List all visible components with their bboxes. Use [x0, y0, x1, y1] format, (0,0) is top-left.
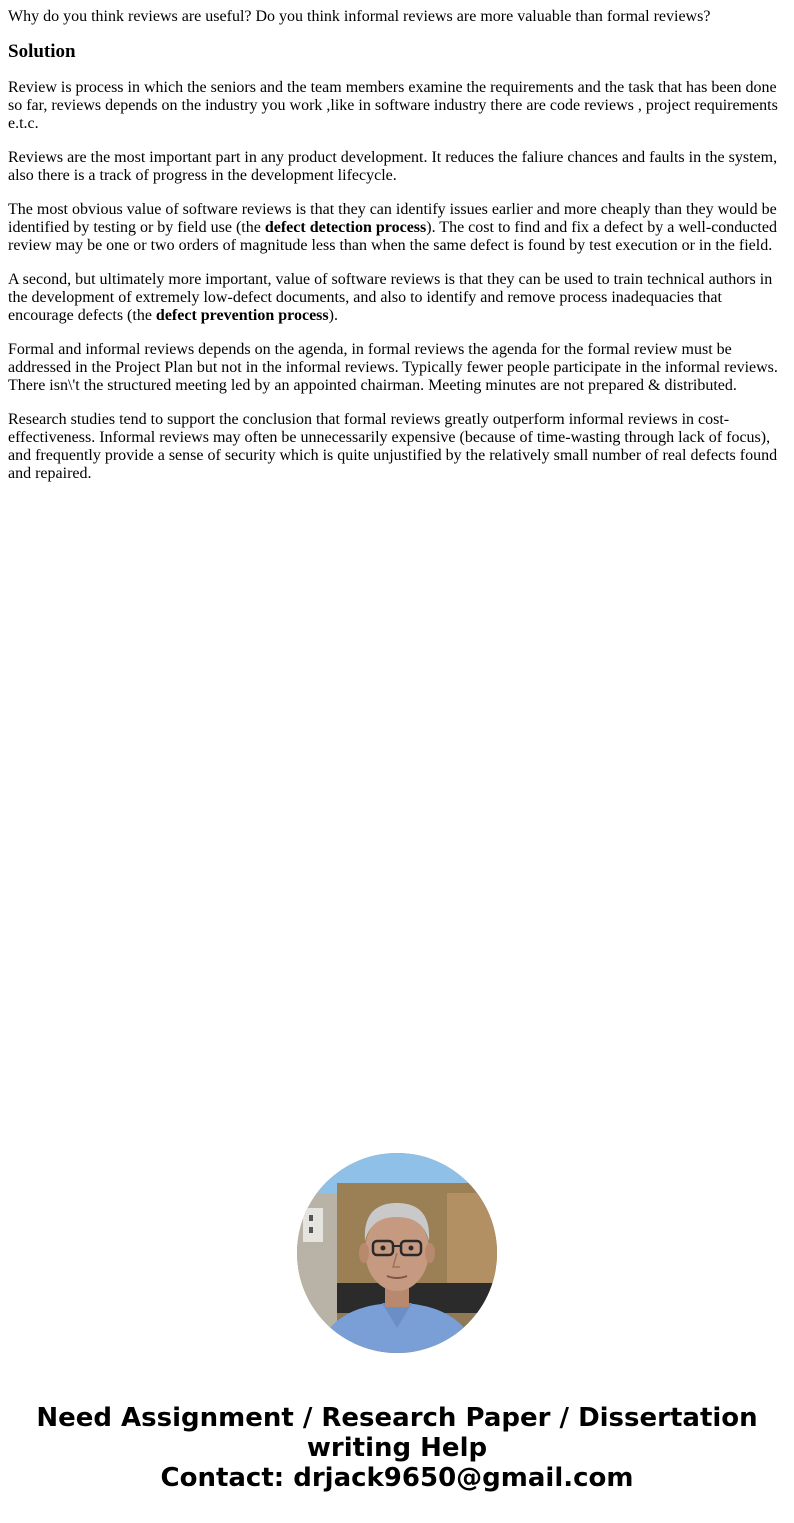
- defect-prevention-term: defect prevention process: [155, 307, 329, 324]
- solution-paragraph-2: Reviews are the most important part in any product development. It reduces the faliure chances and faults in the system, also there is a track of progress in the development lifecycle.: [8, 149, 778, 184]
- promo-banner: [0, 1403, 794, 1493]
- document-body: [8, 8, 786, 499]
- promo-line-1: Need Assignment / Research Paper / Dissertation: [36, 1403, 758, 1433]
- paragraph-3-text-end: ). The cost to find and fix a defect by a well-conducted review may be one or two orders of magnitude less than when the same defect is found by test execution or in the field.: [8, 219, 777, 254]
- paragraph-4-text-start: A second, but ultimately more important, value of software reviews is that they can be used to train technical authors in the development of extremely low-defect documents, and also to identify and remove process inadequacies that encourage defects (the: [8, 271, 773, 324]
- paragraph-4-text-end: ).: [328, 307, 338, 324]
- solution-heading: Solution: [8, 41, 76, 62]
- promo-line-2: writing Help: [306, 1433, 488, 1463]
- paragraph-3-text-start: The most obvious value of software reviews is that they can identify issues earlier and more cheaply than they would be identified by testing or by field use (the: [8, 201, 777, 236]
- defect-detection-term: defect detection process: [264, 219, 427, 236]
- solution-paragraph-5: Formal and informal reviews depends on the agenda, in formal reviews the agenda for the formal review must be addressed in the Project Plan but not in the informal reviews. Typically fewer people participate in the informal reviews. There isn\'t the structured meeting led by an appointed chairman. Meeting minutes are not prepared & distributed.: [8, 341, 778, 394]
- promo-contact: Contact: drjack9650@gmail.com: [160, 1463, 634, 1493]
- solution-paragraph-3: [8, 201, 786, 255]
- solution-paragraph-6: Research studies tend to support the conclusion that formal reviews greatly outperform informal reviews in cost-effectiveness. Informal reviews may often be unnecessarily expensive (because of time-wasting through lack of focus), and frequently provide a sense of security which is quite unjustified by the relatively small number of real defects found and repaired.: [8, 411, 778, 482]
- question-text: Why do you think reviews are useful? Do you think informal reviews are more valuable than formal reviews?: [8, 8, 711, 25]
- solution-paragraph-1: Review is process in which the seniors and the team members examine the requirements and the task that has been done so far, reviews depends on the industry you work ,like in software industry there are code reviews , project requirements e.t.c.: [8, 79, 778, 132]
- tutor-portrait-icon: [297, 1153, 497, 1353]
- solution-paragraph-4: [8, 271, 786, 325]
